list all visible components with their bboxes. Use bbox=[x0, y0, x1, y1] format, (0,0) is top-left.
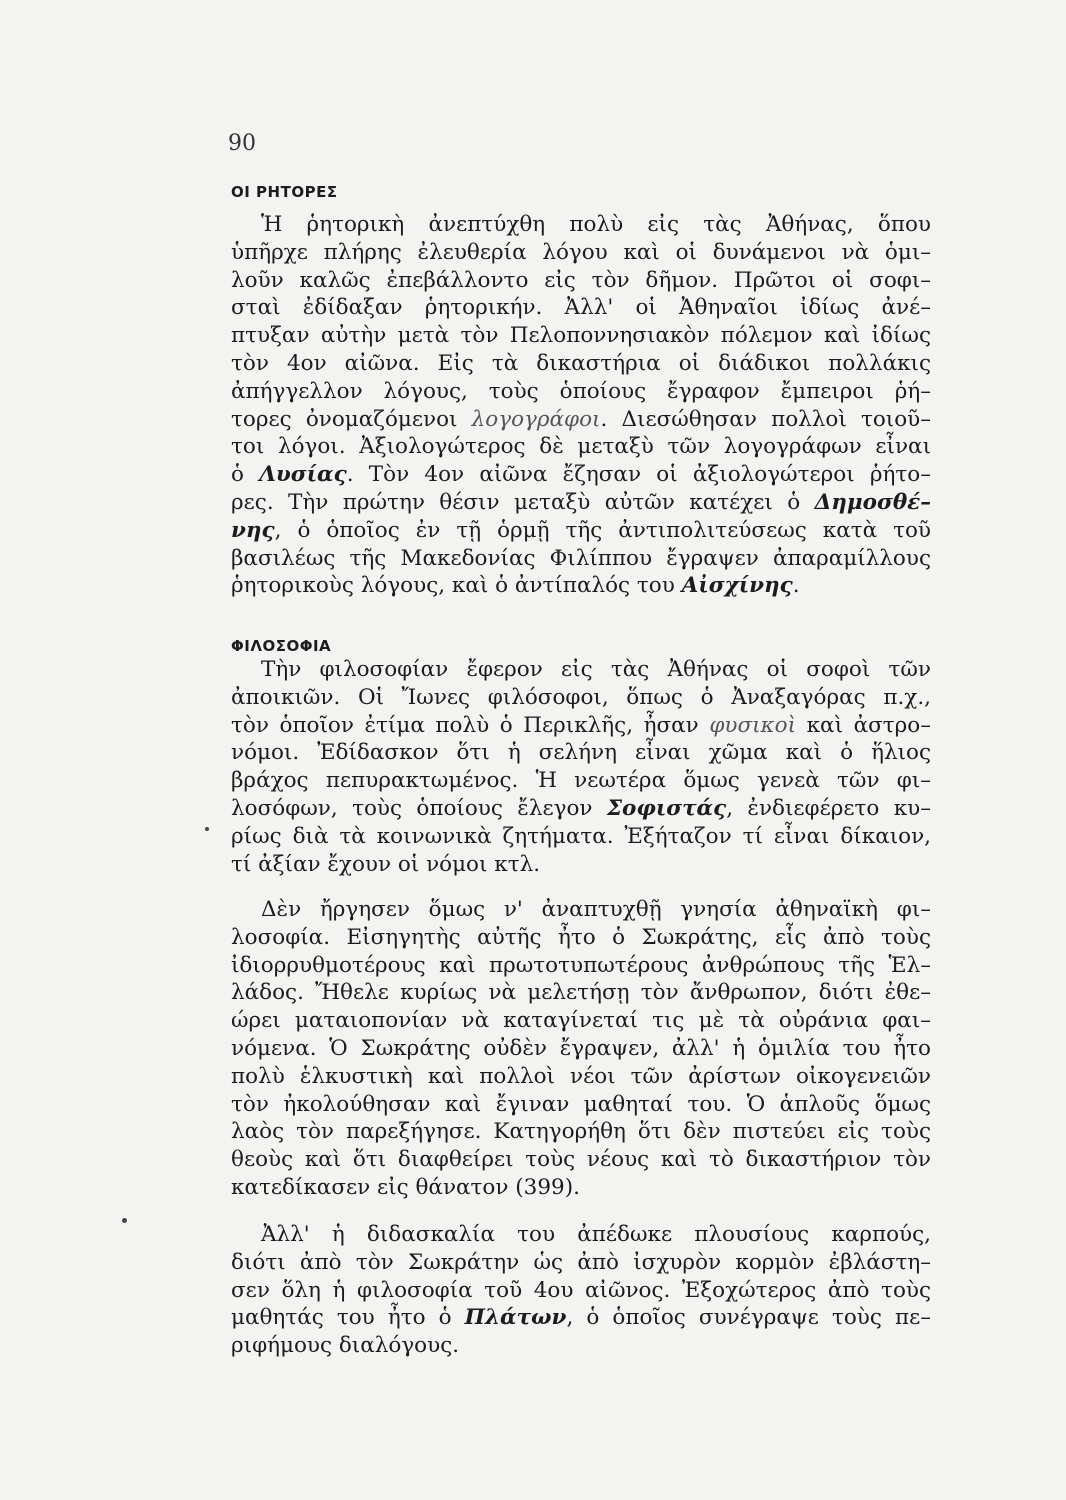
text-line: λαὸς τὸν παρεξήγησε. Κατηγορήθη ὅτι δὲν πιστεύει εἰς τοὺς bbox=[231, 1119, 931, 1145]
text-line: τὸν 4ον αἰῶνα. Εἰς τὰ δικαστήρια οἱ διάδικοι πολλάκις bbox=[231, 350, 931, 376]
section-heading-philosophy: ΦΙΛΟΣΟΦΙΑ bbox=[231, 637, 332, 655]
text-line: πτυξαν αὐτὴν μετὰ τὸν Πελοποννησιακὸν πόλεμον καὶ ἰδίως bbox=[231, 323, 931, 349]
text-line: ἀποικιῶν. Οἱ Ἴωνες φιλόσοφοι, ὅπως ὁ Ἀναξαγόρας π.χ., bbox=[231, 684, 931, 710]
name-lysias: Λυσίας bbox=[259, 462, 347, 488]
text-line: τὸν ἠκολούθησαν καὶ ἔγιναν μαθηταί του. Ὁ ἁπλοῦς ὅμως bbox=[231, 1091, 931, 1117]
text-line: Ἡ ῥητορικὴ ἀνεπτύχθη πολὺ εἰς τὰς Ἀθήνας, ὅπου bbox=[261, 212, 931, 237]
text-line: ἀπήγγελλον λόγους, τοὺς ὁποίους ἔγραφον ἔμπειροι ῥή– bbox=[231, 378, 931, 404]
text-line: Δὲν ἤργησεν ὅμως ν' ἀναπτυχθῇ γνησία ἀθηναϊκὴ φι– bbox=[261, 897, 931, 922]
text-line: Τὴν φιλοσοφίαν ἔφερον εἰς τὰς Ἀθήνας οἱ σοφοὶ τῶν bbox=[261, 657, 931, 682]
text-line: λοσοφία. Εἰσηγητὴς αὐτῆς ἦτο ὁ Σωκράτης, εἷς ἀπὸ τοὺς bbox=[231, 924, 931, 950]
text-line: πολὺ ἑλκυστικὴ καὶ πολλοὶ νέοι τῶν ἀρίστων οἰκογενειῶν bbox=[231, 1063, 931, 1089]
philosophy-paragraph-1 bbox=[231, 656, 931, 878]
text-line: σταὶ ἐδίδαξαν ῥητορικήν. Ἀλλ' οἱ Ἀθηναῖοι ἰδίως ἀνέ– bbox=[231, 295, 931, 321]
text-line: Ἀλλ' ἡ διδασκαλία του ἀπέδωκε πλουσίους καρπούς, bbox=[261, 1222, 931, 1247]
paper-speck bbox=[122, 1218, 127, 1223]
text-line: τορες ὀνομαζόμενοι λογογράφοι. Διεσώθησαν πολλοὶ τοιοῦ– bbox=[231, 406, 932, 432]
name-demosthenes-part2: νης bbox=[231, 517, 275, 543]
name-aeschines: Αἰσχίνης bbox=[681, 573, 793, 599]
name-plato: Πλάτων bbox=[464, 1305, 567, 1331]
text-line: ριφήμους διαλόγους. bbox=[231, 1333, 460, 1359]
text-line: τὸν ὁποῖον ἐτίμα πολὺ ὁ Περικλῆς, ἦσαν φυσικοὶ καὶ ἀστρο– bbox=[231, 712, 931, 738]
text-line: λάδος. Ἤθελε κυρίως νὰ μελετήσῃ τὸν ἄνθρωπον, διότι ἐθε– bbox=[231, 980, 931, 1006]
paper-speck bbox=[205, 827, 209, 831]
philosophy-paragraph-2 bbox=[231, 896, 931, 1202]
rhetors-paragraph bbox=[231, 211, 931, 600]
text-line: ἰδιορρυθμοτέρους καὶ πρωτοτυπωτέρους ἀνθρώπους τῆς Ἑλ– bbox=[231, 952, 931, 978]
text-line: θεοὺς καὶ ὅτι διαφθείρει τοὺς νέους καὶ τὸ δικαστήριον τὸν bbox=[231, 1147, 931, 1173]
text-line: κατεδίκασεν εἰς θάνατον (399). bbox=[231, 1174, 580, 1200]
text-line: ὑπῆρχε πλήρης ἐλευθερία λόγου καὶ οἱ δυνάμενοι νὰ ὁμι– bbox=[231, 239, 931, 265]
section-heading-rhetors: ΟΙ ΡΗΤΟΡΕΣ bbox=[231, 183, 338, 201]
text-line: μαθητάς του ἦτο ὁ Πλάτων, ὁ ὁποῖος συνέγραψε τοὺς πε– bbox=[231, 1305, 931, 1331]
text-line: τοι λόγοι. Ἀξιολογώτερος δὲ μεταξὺ τῶν λογογράφων εἶναι bbox=[231, 434, 931, 460]
text-line: ρες. Τὴν πρώτην θέσιν μεταξὺ αὐτῶν κατέχει ὁ Δημοσθέ– bbox=[231, 489, 931, 515]
text-line: βασιλέως τῆς Μακεδονίας Φιλίππου ἔγραψεν ἀπαραμίλλους bbox=[231, 545, 931, 571]
term-physikoi: φυσικοὶ bbox=[709, 712, 797, 738]
text-line: λοσόφων, τοὺς ὁποίους ἔλεγον Σοφιστάς, ἐνδιεφέρετο κυ– bbox=[231, 795, 931, 821]
text-line: νόμενα. Ὁ Σωκράτης οὐδὲν ἔγραψεν, ἀλλ' ἡ ὁμιλία του ἦτο bbox=[231, 1035, 931, 1061]
name-demosthenes-part1: Δημοσθέ– bbox=[814, 489, 931, 515]
text-line: λοῦν καλῶς ἐπεβάλλοντο εἰς τὸν δῆμον. Πρῶτοι οἱ σοφι– bbox=[231, 267, 931, 293]
text-line: ρίως διὰ τὰ κοινωνικὰ ζητήματα. Ἐξήταζον τί εἶναι δίκαιον, bbox=[231, 823, 931, 849]
term-logographers: λογογράφοι bbox=[471, 406, 601, 432]
text-line: ῥητορικοὺς λόγους, καὶ ὁ ἀντίπαλός του Αἰσχίνης. bbox=[231, 573, 800, 599]
text-line: τί ἀξίαν ἔχουν οἱ νόμοι κτλ. bbox=[231, 851, 541, 877]
text-line: σεν ὅλη ἡ φιλοσοφία τοῦ 4ου αἰῶνος. Ἐξοχώτερος ἀπὸ τοὺς bbox=[231, 1277, 931, 1303]
text-line: διότι ἀπὸ τὸν Σωκράτην ὡς ἀπὸ ἰσχυρὸν κορμὸν ἐβλάστη– bbox=[231, 1249, 931, 1275]
text-line: ώρει ματαιοπονίαν νὰ καταγίνεταί τις μὲ τὰ οὐράνια φαι– bbox=[231, 1008, 931, 1034]
text-line: νης, ὁ ὁποῖος ἐν τῇ ὁρμῇ τῆς ἀντιπολιτεύσεως κατὰ τοῦ bbox=[231, 517, 931, 543]
philosophy-paragraph-3 bbox=[231, 1221, 931, 1360]
text-line: νόμοι. Ἐδίδασκον ὅτι ἡ σελήνη εἶναι χῶμα καὶ ὁ ἥλιος bbox=[231, 740, 931, 766]
text-line: ὁ Λυσίας. Τὸν 4ον αἰῶνα ἔζησαν οἱ ἀξιολογώτεροι ῥήτο– bbox=[231, 462, 931, 488]
text-line: βράχος πεπυρακτωμένος. Ἡ νεωτέρα ὅμως γενεὰ τῶν φι– bbox=[231, 768, 931, 794]
page-number: 90 bbox=[228, 131, 256, 156]
term-sophists: Σοφιστάς bbox=[606, 795, 727, 821]
